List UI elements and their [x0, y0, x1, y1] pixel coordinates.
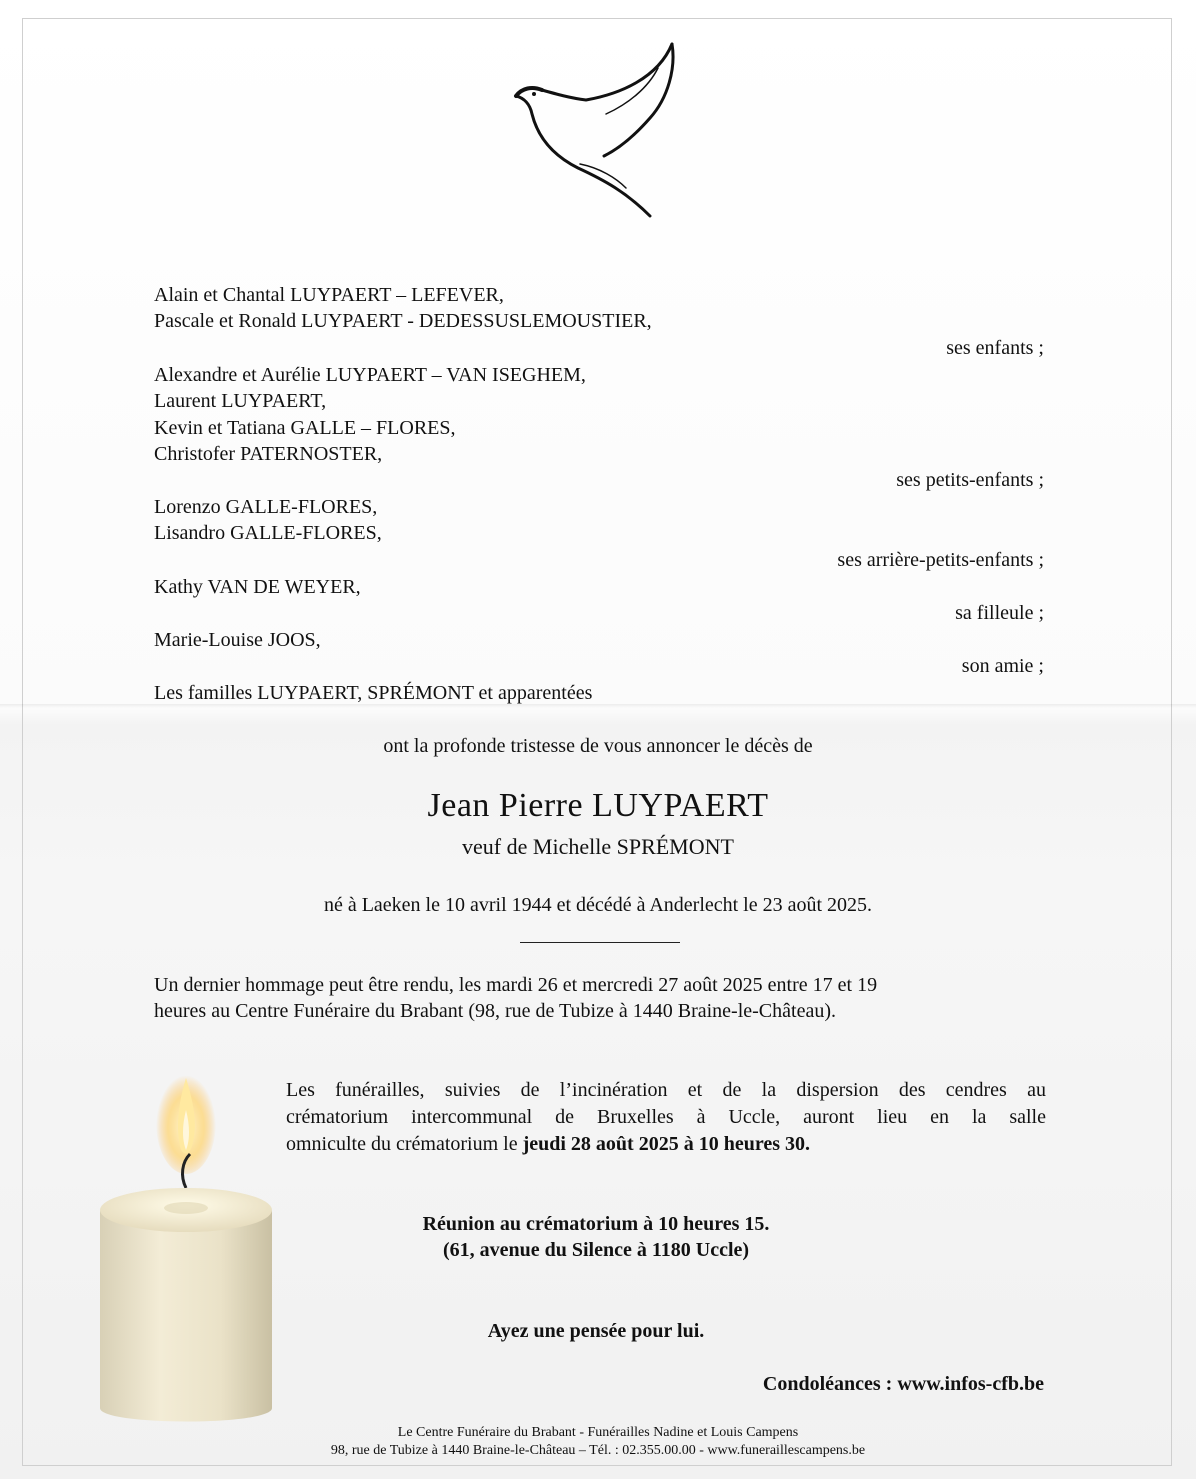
- separator-rule: [520, 942, 680, 943]
- grandchild-line: Laurent LUYPAERT,: [154, 390, 327, 412]
- tribute-line: heures au Centre Funéraire du Brabant (98, rue de Tubize à 1440 Braine-le-Château).: [154, 1000, 836, 1022]
- footer-company: Le Centre Funéraire du Brabant - Funérailles Nadine et Louis Campens: [397, 1425, 799, 1440]
- funeral-line-prefix: omniculte du crématorium le: [286, 1133, 518, 1155]
- child-line: Alain et Chantal LUYPAERT – LEFEVER,: [154, 284, 504, 306]
- funeral-line: Les funérailles, suivies de l’incinération et de la dispersion des cendres au: [286, 1079, 1046, 1101]
- grandchildren-role: ses petits-enfants ;: [896, 469, 1044, 491]
- funeral-date-time: jeudi 28 août 2025 à 10 heures 30.: [522, 1133, 811, 1155]
- thought-line: Ayez une pensée pour lui.: [487, 1320, 705, 1342]
- widow-line: veuf de Michelle SPRÉMONT: [462, 834, 734, 859]
- funeral-line: crématorium intercommunal de Bruxelles à Uccle, auront lieu en la salle: [286, 1106, 1046, 1128]
- dove-icon: [508, 38, 683, 223]
- goddaughter-line: Kathy VAN DE WEYER,: [154, 576, 361, 598]
- condolences-line: Condoléances : www.infos-cfb.be: [762, 1373, 1044, 1395]
- children-role: ses enfants ;: [946, 337, 1044, 359]
- footer-address: 98, rue de Tubize à 1440 Braine-le-Château – Tél. : 02.355.00.00 - www.funeraillescampens.be: [330, 1443, 866, 1458]
- meeting-address: (61, avenue du Silence à 1180 Uccle): [442, 1239, 750, 1261]
- deceased-name: Jean Pierre LUYPAERT: [427, 787, 769, 824]
- goddaughter-role: sa filleule ;: [955, 602, 1044, 624]
- great-grandchild-line: Lisandro GALLE-FLORES,: [154, 522, 382, 544]
- friend-role: son amie ;: [961, 655, 1044, 677]
- funeral-paragraph: [286, 1077, 1046, 1158]
- families-line: Les familles LUYPAERT, SPRÉMONT et apparentées: [154, 682, 593, 704]
- child-line: Pascale et Ronald LUYPAERT - DEDESSUSLEMOUSTIER,: [154, 310, 652, 332]
- funeral-line: [286, 1131, 1046, 1158]
- candle-icon: [96, 1070, 276, 1430]
- great-grandchildren-role: ses arrière-petits-enfants ;: [837, 549, 1044, 571]
- grandchild-line: Christofer PATERNOSTER,: [154, 443, 383, 465]
- tribute-line: Un dernier hommage peut être rendu, les mardi 26 et mercredi 27 août 2025 entre 17 et 19: [154, 974, 878, 996]
- great-grandchild-line: Lorenzo GALLE-FLORES,: [154, 496, 378, 518]
- birth-death-dates: né à Laeken le 10 avril 1944 et décédé à Anderlecht le 23 août 2025.: [323, 894, 873, 916]
- grandchild-line: Kevin et Tatiana GALLE – FLORES,: [154, 417, 456, 439]
- friend-line: Marie-Louise JOOS,: [154, 629, 321, 651]
- announcement-text: ont la profonde tristesse de vous annoncer le décès de: [383, 735, 813, 757]
- grandchild-line: Alexandre et Aurélie LUYPAERT – VAN ISEGHEM,: [154, 364, 586, 386]
- meeting-line: Réunion au crématorium à 10 heures 15.: [422, 1213, 770, 1235]
